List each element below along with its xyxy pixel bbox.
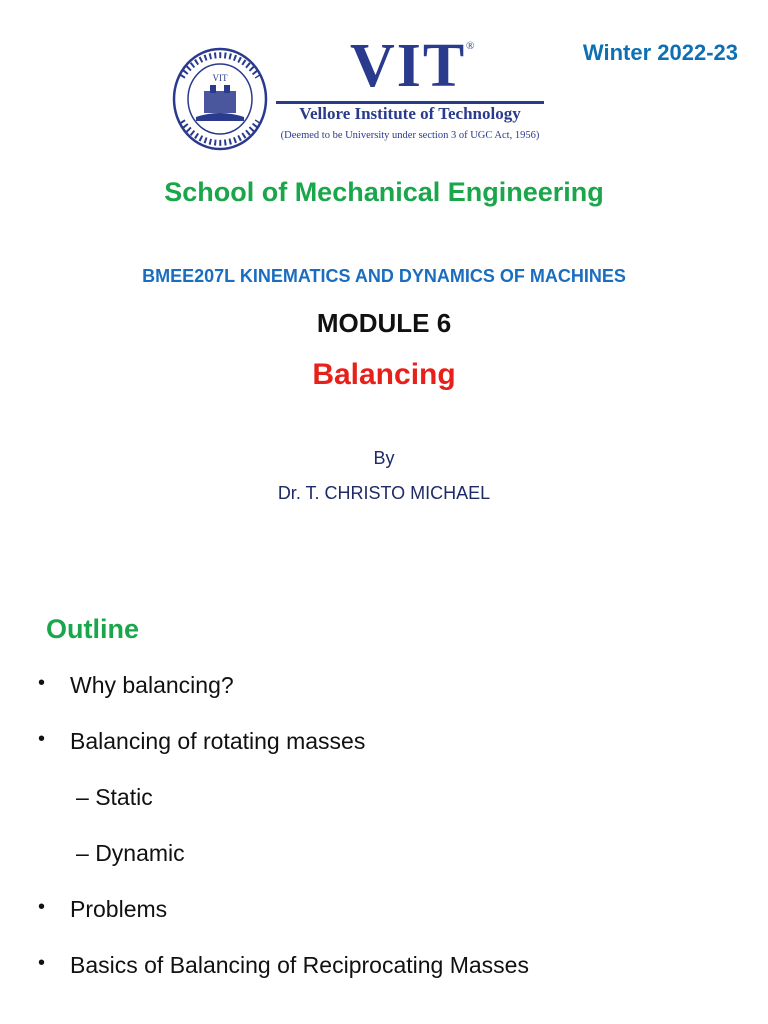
svg-text:VIT: VIT	[212, 73, 228, 83]
outline-item-label: Problems	[70, 896, 168, 922]
author-name: Dr. T. CHRISTO MICHAEL	[277, 483, 491, 503]
outline-item-label: Balancing of rotating masses	[70, 728, 366, 754]
deemed-university-note: (Deemed to be University under section 3 of UGC Act, 1956)	[280, 130, 540, 141]
course-title: BMEE207L KINEMATICS AND DYNAMICS OF MACHINES	[142, 266, 626, 286]
term-label: Winter 2022-23	[582, 40, 738, 65]
bullet-marker: •	[38, 728, 46, 750]
institute-name: Vellore Institute of Technology	[299, 104, 521, 123]
outline-item-label: Basics of Balancing of Reciprocating Masses	[70, 952, 529, 978]
vit-seal-icon	[172, 47, 268, 151]
module-topic: Balancing	[312, 358, 456, 391]
dash-marker: –	[76, 840, 89, 866]
outline-subitem-label	[76, 840, 185, 867]
bullet-marker: •	[38, 952, 46, 974]
registered-mark: ®	[466, 40, 475, 52]
outline-heading: Outline	[46, 614, 139, 644]
bullet-marker: •	[38, 896, 46, 918]
dash-marker: –	[76, 784, 89, 810]
bullet-marker: •	[38, 672, 46, 694]
module-number: MODULE 6	[316, 308, 452, 338]
vit-wordmark: VIT	[350, 32, 467, 100]
school-name: School of Mechanical Engineering	[164, 177, 604, 207]
by-label: By	[373, 448, 395, 468]
outline-subitem-label	[76, 784, 153, 811]
subitem-text: Dynamic	[95, 840, 185, 866]
subitem-text: Static	[95, 784, 153, 810]
outline-item-label: Why balancing?	[70, 672, 234, 698]
